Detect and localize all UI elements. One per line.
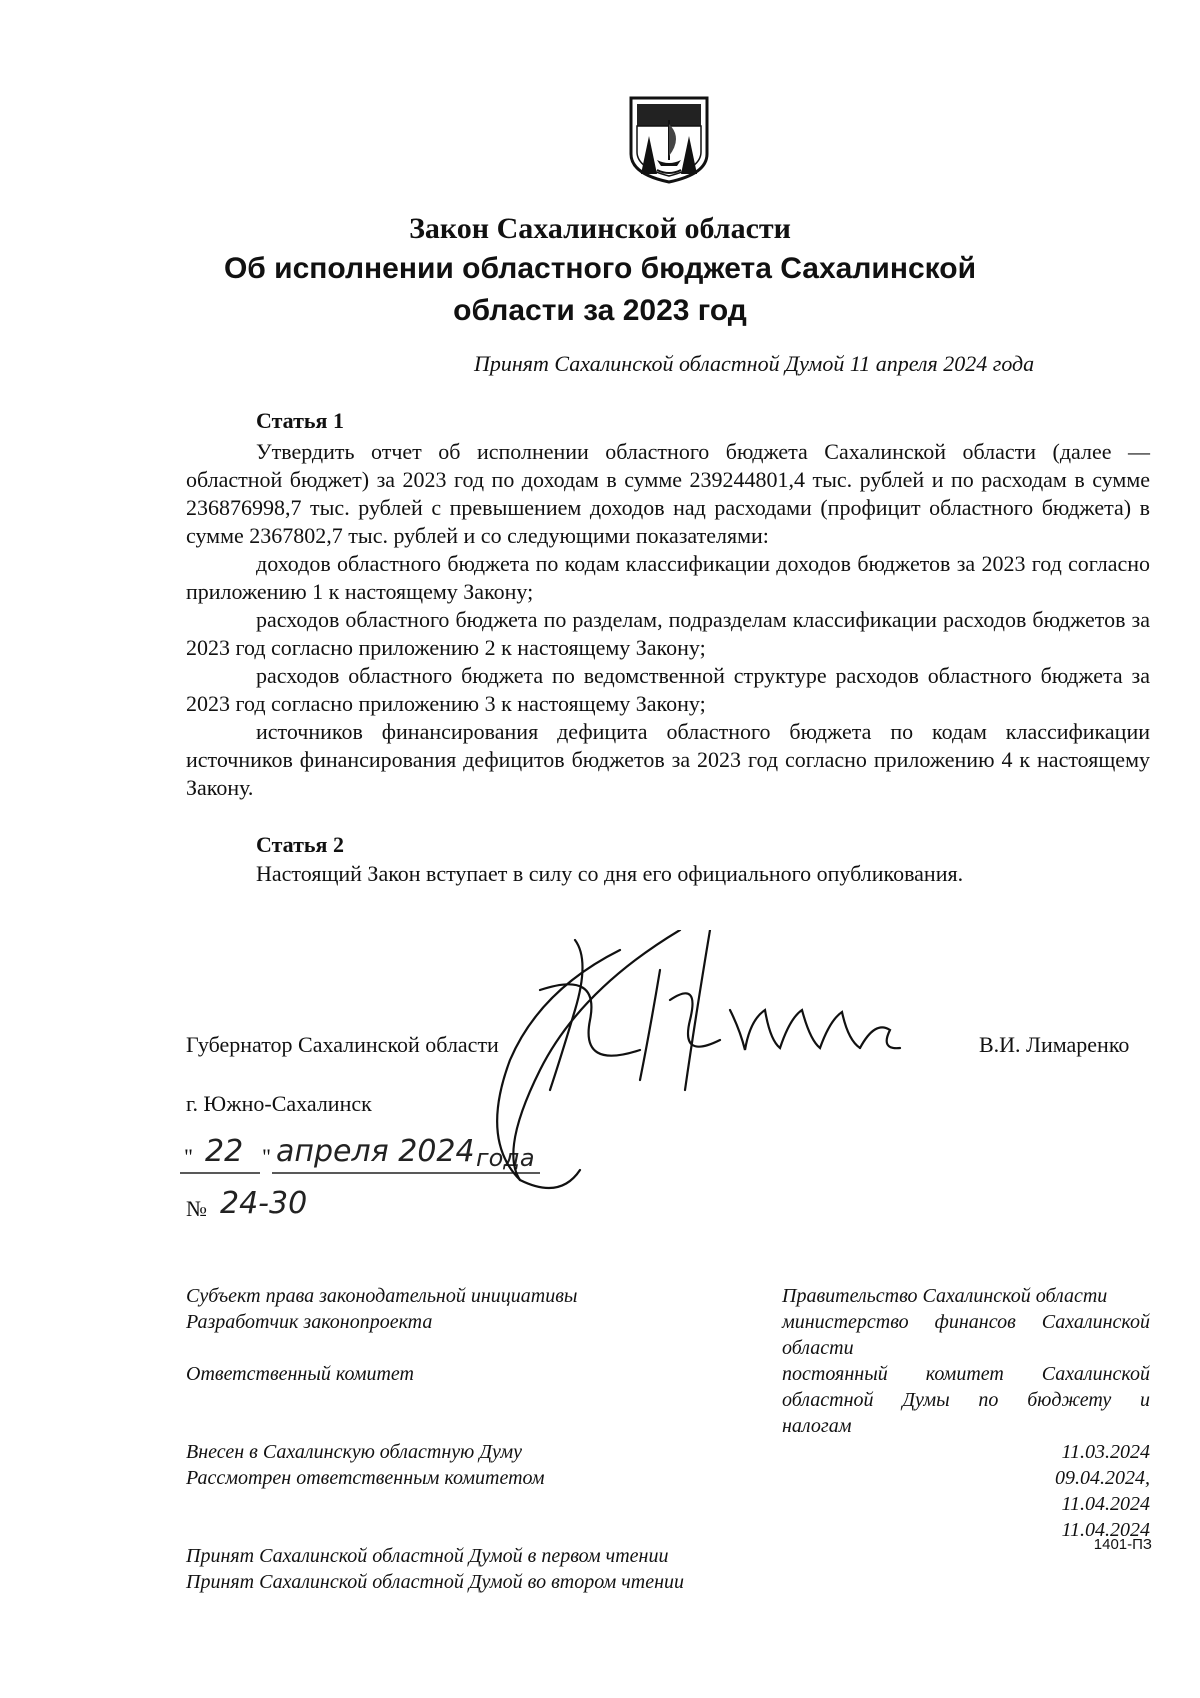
- article-1-paragraph: доходов областного бюджета по кодам классификации доходов бюджетов за 2023 год согласно приложению 1 к настоящему Закону;: [186, 551, 1150, 604]
- article-1-paragraph: расходов областного бюджета по разделам, подразделам классификации расходов бюджетов за 2023 год согласно приложению 2 к настоящему Закону;: [186, 607, 1150, 660]
- footer-first-reading-date: 11.04.2024: [1061, 1519, 1150, 1541]
- governor-signature: [480, 930, 970, 1190]
- article-2-heading: Статья 2: [256, 832, 344, 857]
- article-2-text: Настоящий Закон вступает в силу со дня его официального опубликования.: [256, 861, 964, 886]
- footer-first-reading-label: Принят Сахалинской областной Думой в первом чтении: [186, 1545, 669, 1567]
- footer-developer-value: министерство финансов Сахалинской: [782, 1311, 1150, 1333]
- footer-committee-value: постоянный комитет Сахалинской: [782, 1363, 1150, 1385]
- article-1-body: [186, 438, 1150, 802]
- footer-second-reading-label: Принят Сахалинской областной Думой во втором чтении: [186, 1571, 685, 1593]
- date-open-quote: ": [184, 1144, 193, 1169]
- number-value: 24-30: [220, 1186, 308, 1221]
- governor-title: Губернатор Сахалинской области: [186, 1032, 499, 1057]
- date-close-quote: ": [262, 1144, 271, 1169]
- date-suffix: года: [476, 1144, 535, 1172]
- article-1-paragraph: Утвердить отчет об исполнении областного бюджета Сахалинской области (далее — областной бюджет) за 2023 год по доходам в сумме 239244801,4 тыс. рублей и по расходам в сумме 236876998,7 тыс. рублей с превышением доходов над расходами (профицит областного бюджета) в сумме 2367802,7 тыс. рублей и со следующими показателями:: [186, 439, 1150, 548]
- footer-developer-label: Разработчик законопроекта: [186, 1311, 433, 1333]
- article-1-paragraph: расходов областного бюджета по ведомственной структуре расходов областного бюджета за 2023 год согласно приложению 3 к настоящему Закону;: [186, 663, 1150, 716]
- footer-developer-value-cont: области: [782, 1337, 854, 1359]
- sakhalin-coat-of-arms-icon: [627, 96, 711, 184]
- footer-right-column: [782, 1283, 1150, 1543]
- governor-name: В.И. Лимаренко: [979, 1032, 1130, 1057]
- law-subject-line2: области за 2023 год: [453, 294, 747, 327]
- number-prefix: №: [186, 1196, 207, 1221]
- adoption-note: Принят Сахалинской областной Думой 11 апреля 2024 года: [474, 351, 1035, 376]
- article-1-paragraph: источников финансирования дефицита областного бюджета по кодам классификации источников финансирования дефицитов бюджетов за 2023 год согласно приложению 4 к настоящему Закону.: [186, 719, 1150, 800]
- footer-reviewed-label: Рассмотрен ответственным комитетом: [186, 1467, 545, 1489]
- law-title: Закон Сахалинской области: [409, 212, 791, 245]
- footer-committee-value-end: налогам: [782, 1415, 852, 1437]
- footer-left-column: [186, 1283, 746, 1595]
- city-label: г. Южно-Сахалинск: [186, 1091, 372, 1116]
- footer-committee-value-cont: областной Думы по бюджету и: [782, 1389, 1150, 1411]
- footer-subject-label: Субъект права законодательной инициативы: [186, 1285, 578, 1307]
- footer-reviewed-date-2: 11.04.2024: [1061, 1493, 1150, 1515]
- article-2-body: [256, 860, 1156, 888]
- date-month-year: апреля 2024: [276, 1134, 475, 1169]
- law-subject: [0, 248, 1200, 332]
- date-day: 22: [205, 1134, 244, 1169]
- law-subject-line1: Об исполнении областного бюджета Сахалинской: [223, 252, 977, 285]
- footer-reviewed-date: 09.04.2024,: [1055, 1467, 1150, 1489]
- footer-introduced-date: 11.03.2024: [1061, 1441, 1150, 1463]
- footer-subject-value: Правительство Сахалинской области: [782, 1285, 1108, 1307]
- article-1-heading: Статья 1: [256, 408, 344, 433]
- footer-committee-label: Ответственный комитет: [186, 1363, 414, 1385]
- document-code: 1401-ПЗ: [1093, 1536, 1152, 1553]
- footer-introduced-label: Внесен в Сахалинскую областную Думу: [186, 1441, 523, 1463]
